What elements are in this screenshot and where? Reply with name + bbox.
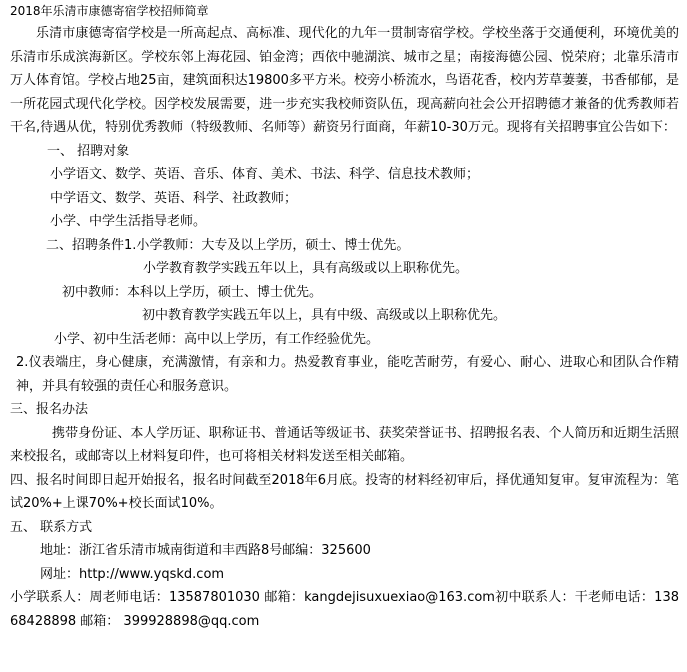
document-title: 2018年乐清市康德寄宿学校招师简章 (10, 4, 209, 18)
contact-persons: 小学联系人：周老师电话：13587801030 邮箱：kangdejisuxuexiao@163.com初中联系人：干老师电话：13868428898 邮箱： 399928898@qq.com (10, 590, 679, 629)
section-5-heading: 五、 联系方式 (10, 519, 93, 535)
recruit-middle-teachers: 中学语文、数学、英语、科学、社政教师； (50, 190, 298, 206)
section-1-heading: 一、 招聘对象 (47, 143, 130, 159)
section-2-line-4: 初中教育教学实践五年以上，具有中级、高级或以上职称优先。 (142, 308, 507, 323)
section-2-line-3: 初中教师：本科以上学历，硕士、博士优先。 (62, 284, 323, 300)
intro-paragraph: 乐清市康德寄宿学校是一所高起点、高标准、现代化的九年一贯制寄宿学校。学校坐落于交通便利，环境优美的乐清市乐成滨海新区。学校东邻上海花园、铂金湾；西依中驰湖滨、城市之星；南接海德公园、悦荣府；北靠乐清市万人体育馆。学校占地25亩，建筑面积达19800多平方米。校旁小桥流水，鸟语花香，校内芳草萋萋，书香郁郁，是一所花园式现代化学校。因学校发展需要，进一步充实我校师资队伍，现高薪向社会公开招聘德才兼备的优秀教师若干名,待遇从优，特别优秀教师（特级教师、名师等）薪资另行面商，年薪10-30万元。现将有关招聘事宜公告如下： (10, 26, 679, 135)
section-2-line-1: 二、招聘条件1.小学教师：大专及以上学历，硕士、博士优先。 (46, 237, 410, 253)
section-4-body: 四、报名时间即日起开始报名，报名时间截至2018年6月底。投寄的材料经初审后，择优通知复审。复审流程为：笔试20%+上课70%+校长面试10%。 (10, 472, 679, 511)
section-2-line-6: 2.仪表端庄，身心健康，充满激情，有亲和力。热爱教育事业，能吃苦耐劳，有爱心、耐心、进取心和团队合作精神，并具有较强的责任心和服务意识。 (16, 355, 679, 394)
contact-website: 网址：http://www.yqskd.com (40, 566, 225, 582)
recruit-life-guidance: 小学、中学生活指导老师。 (50, 214, 207, 229)
section-2-line-2: 小学教育教学实践五年以上，具有高级或以上职称优先。 (143, 261, 469, 276)
section-3-body: 携带身份证、本人学历证、职称证书、普通话等级证书、获奖荣誉证书、招聘报名表、个人简历和近期生活照来校报名，或邮寄以上材料复印件，也可将相关材料发送至相关邮箱。 (10, 425, 679, 464)
recruit-primary-teachers: 小学语文、数学、英语、音乐、体育、美术、书法、科学、信息技术教师； (50, 167, 480, 182)
contact-address: 地址：浙江省乐清市城南街道和丰西路8号邮编：325600 (40, 543, 371, 558)
section-2-line-5: 小学、初中生活老师：高中以上学历，有工作经验优先。 (54, 331, 380, 347)
section-3-heading: 三、报名办法 (10, 402, 89, 417)
